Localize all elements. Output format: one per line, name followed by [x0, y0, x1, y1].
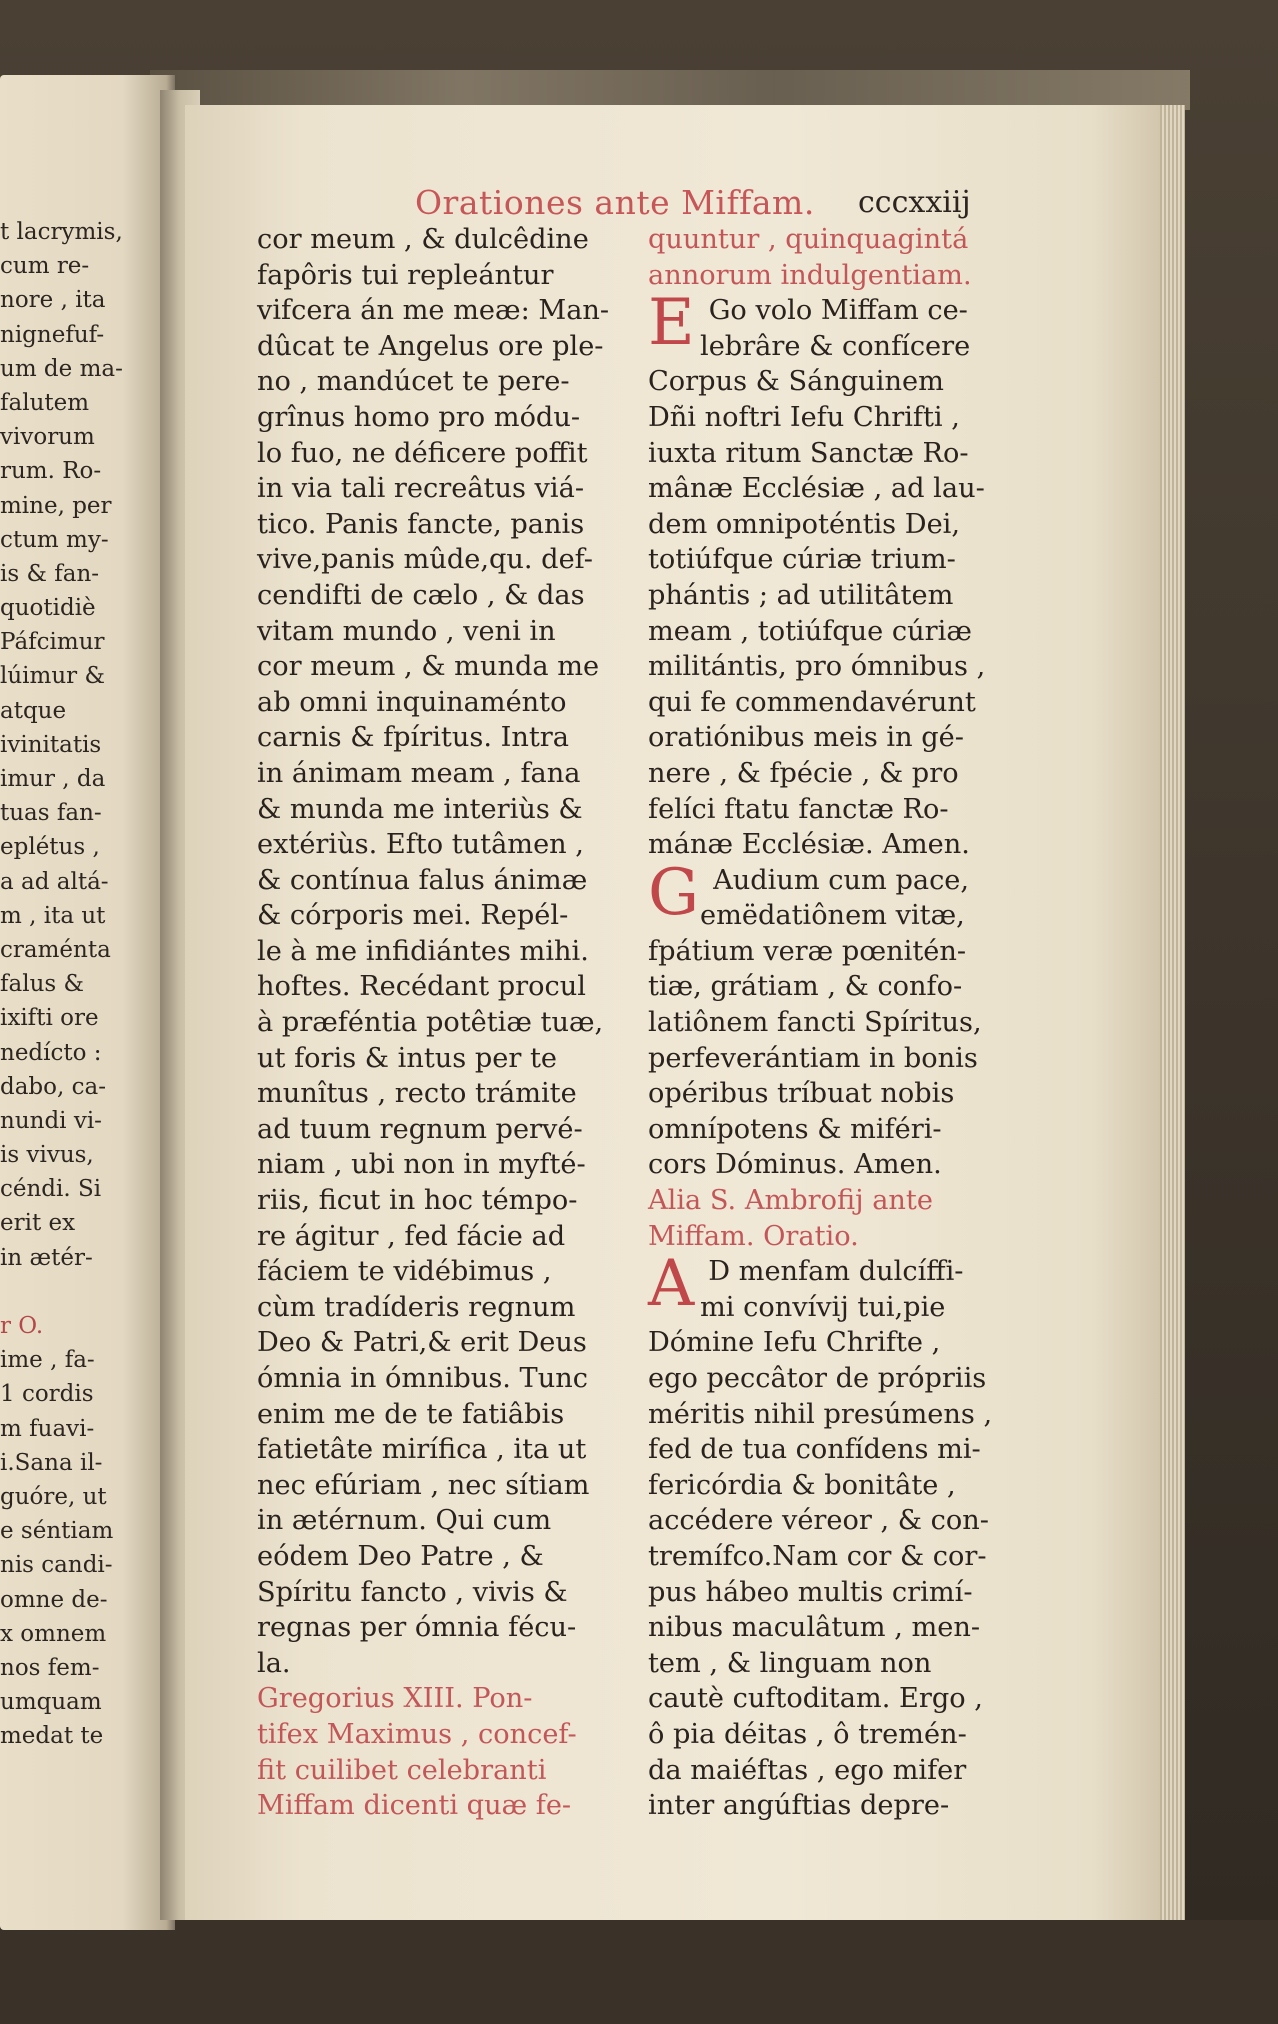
text-line: munîtus , recto trámite	[257, 1078, 577, 1110]
text-line: ô pia déitas , ô tremén-	[648, 1718, 967, 1750]
previous-page-line: umquam	[0, 1689, 102, 1716]
previous-page-line: vivorum	[0, 424, 95, 451]
previous-page-line	[0, 1275, 120, 1309]
text-line: re ágitur , fed fácie ad	[257, 1220, 566, 1252]
text-line: regnas per ómnia fécu-	[257, 1612, 577, 1644]
text-line: in ætérnum. Qui cum	[257, 1505, 552, 1537]
previous-page-line: m , ita ut	[0, 902, 106, 929]
text-line: no , mandúcet te pere-	[257, 366, 570, 398]
previous-page-line: ivinitatis	[0, 731, 102, 758]
rubric-line: Miffam. Oratio.	[648, 1220, 859, 1252]
text-line: pus hábeo multis crimí-	[648, 1576, 973, 1608]
previous-page-line: falutem	[0, 389, 90, 416]
rubric-line: Gregorius XIII. Pon-	[257, 1683, 533, 1715]
text-line: & munda me interiùs &	[257, 793, 583, 825]
text-span: D menfam dulcíffi-	[708, 1256, 964, 1288]
text-line: meam , totiúfque cúriæ	[648, 615, 972, 647]
text-line: le à me infidiántes mihi.	[257, 935, 589, 967]
text-line: à præféntia potêtiæ tuæ,	[257, 1007, 604, 1039]
text-line: fericórdia & bonitâte ,	[648, 1469, 956, 1501]
text-line: cautè cuftoditam. Ergo ,	[648, 1683, 983, 1715]
text-line: inter angúftias depre-	[648, 1790, 950, 1822]
previous-page-line: mine, per	[0, 492, 112, 519]
text-line: nibus maculâtum , men-	[648, 1612, 981, 1644]
text-line: fatietâte mirífica , ita ut	[257, 1434, 587, 1466]
previous-page-line: erit ex	[0, 1210, 76, 1237]
text-line: cendifti de cælo , & das	[257, 579, 585, 611]
previous-page-line: medat te	[0, 1723, 104, 1750]
text-line: grînus homo pro módu-	[257, 401, 581, 433]
previous-page-line: rum. Ro-	[0, 458, 102, 485]
previous-page-line: r O.	[0, 1313, 44, 1339]
text-line: vitam mundo , veni in	[257, 615, 556, 647]
previous-page	[0, 75, 175, 1930]
previous-page-text	[0, 215, 123, 1753]
previous-page-line: céndi. Si	[0, 1176, 102, 1203]
previous-page-line: guóre, ut	[0, 1483, 107, 1510]
rubric-line: Alia S. Ambrofij ante	[648, 1185, 933, 1217]
previous-page-line: um de ma-	[0, 355, 123, 382]
book-top-edge	[150, 70, 1190, 110]
text-line: cor meum , & munda me	[257, 651, 600, 683]
text-line: enim me de te fatiâbis	[257, 1398, 565, 1430]
text-column-right	[648, 222, 1048, 1824]
text-line: mânæ Ecclésiæ , ad lau-	[648, 473, 985, 505]
rubric-line: fit cuilibet celebranti	[257, 1754, 547, 1786]
text-line: nere , & fpécie , & pro	[648, 757, 959, 789]
text-line: & contínua falus ánimæ	[257, 864, 588, 896]
text-line: cor meum , & dulcêdine	[257, 224, 589, 255]
previous-page-line: tuas fan-	[0, 800, 102, 827]
text-line: lo fuo, ne déficere poffit	[257, 437, 588, 469]
previous-page-line: nedícto :	[0, 1039, 102, 1066]
folio-number: cccxxiij	[858, 185, 971, 220]
text-line: Dñi noftri Iefu Chrifti ,	[648, 401, 960, 433]
previous-page-line: nos fem-	[0, 1654, 100, 1681]
text-column-left	[257, 222, 635, 1824]
rubric-line: annorum indulgentiam.	[648, 259, 972, 291]
text-line: niam , ubi non in myfté-	[257, 1149, 586, 1181]
text-line: tiæ, grátiam , & confo-	[648, 971, 963, 1003]
text-line: hoftes. Recédant procul	[257, 971, 586, 1003]
text-line: mánæ Ecclésiæ. Amen.	[648, 829, 970, 861]
text-line: Corpus & Sánguinem	[648, 366, 944, 398]
text-line: fed de tua confídens mi-	[648, 1434, 981, 1466]
text-line: felíci ftatu fanctæ Ro-	[648, 793, 949, 825]
text-line: iuxta ritum Sanctæ Ro-	[648, 437, 969, 469]
previous-page-line: lúimur &	[0, 663, 105, 690]
text-line: & córporis mei. Repél-	[257, 900, 569, 932]
previous-page-line: eplétus ,	[0, 834, 100, 861]
previous-page-line: nundi vi-	[0, 1107, 102, 1134]
text-line: tremífco.Nam cor & cor-	[648, 1540, 987, 1572]
previous-page-line: is & fan-	[0, 560, 100, 587]
text-line: fpátium veræ pœnitén-	[648, 935, 967, 967]
text-line: da maiéftas , ego mifer	[648, 1754, 967, 1786]
previous-page-line: cum re-	[0, 253, 90, 280]
text-line: totiúfque cúriæ trium-	[648, 544, 956, 576]
previous-page-line: e séntiam	[0, 1518, 114, 1545]
text-line: vive,panis mûde,qu. def-	[257, 544, 593, 576]
dropcap-a: A	[648, 1247, 695, 1322]
rubric-line: tifex Maximus , concef-	[257, 1718, 577, 1750]
text-line: fáciem te vidébimus ,	[257, 1256, 552, 1288]
previous-page-line: omne de-	[0, 1586, 108, 1613]
previous-page-line: ime , fa-	[0, 1347, 95, 1374]
previous-page-line: nignefuf-	[0, 321, 105, 348]
text-line: fapôris tui repleántur	[257, 259, 554, 291]
text-line: la.	[257, 1647, 291, 1679]
previous-page-line: dabo, ca-	[0, 1073, 106, 1100]
text-line: in via tali recreâtus viá-	[257, 473, 585, 505]
text-line: opéribus tríbuat nobis	[648, 1078, 955, 1110]
text-line: dem omnipoténtis Dei,	[648, 508, 961, 540]
text-line: Spíritu fancto , vivis &	[257, 1576, 568, 1608]
text-line: latiônem fancti Spíritus,	[648, 1007, 982, 1039]
previous-page-line: craménta	[0, 936, 111, 963]
running-head: Orationes ante Miffam.	[415, 183, 815, 222]
rubric-line: quuntur , quinquagintá	[648, 224, 969, 255]
text-line: carnis & fpíritus. Intra	[257, 722, 569, 754]
previous-page-line: t lacrymis,	[0, 219, 123, 245]
previous-page-line: x omnem	[0, 1620, 107, 1647]
text-line: ego peccâtor de própriis	[648, 1363, 987, 1394]
text-line: lebrâre & confícere	[700, 330, 971, 362]
text-line: dûcat te Angelus ore ple-	[257, 330, 604, 362]
previous-page-line: is vivus,	[0, 1142, 94, 1169]
previous-page-line: falus &	[0, 971, 84, 998]
previous-page-line: i.Sana il-	[0, 1449, 103, 1476]
text-line: ómnia in ómnibus. Tunc	[257, 1363, 588, 1394]
book-bottom-edge	[0, 1920, 1278, 2024]
previous-page-line: atque	[0, 697, 67, 724]
text-line: tem , & linguam non	[648, 1647, 932, 1679]
previous-page-line: 1 cordis	[0, 1381, 94, 1408]
previous-page-line: imur , da	[0, 766, 106, 792]
previous-page-line: a ad altá-	[0, 868, 109, 895]
text-line: in ánimam meam , fana	[257, 757, 581, 789]
text-line: tico. Panis fancte, panis	[257, 508, 585, 540]
text-line: omnípotens & miféri-	[648, 1113, 942, 1145]
previous-page-line: ixifti ore	[0, 1005, 99, 1032]
text-line: extériùs. Efto tutâmen ,	[257, 829, 584, 861]
text-line: Deo & Patri,& erit Deus	[257, 1327, 587, 1359]
text-line: vifcera án me meæ: Man-	[257, 295, 610, 327]
previous-page-line: Páfcimur	[0, 629, 105, 656]
text-line: qui fe commendavérunt	[648, 686, 976, 718]
rubric-line: Miffam dicenti quæ fe-	[257, 1790, 572, 1822]
text-line: militántis, pro ómnibus ,	[648, 651, 986, 683]
text-line: phántis ; ad utilitâtem	[648, 579, 954, 611]
text-line: cors Dóminus. Amen.	[648, 1149, 942, 1181]
page-fore-edge	[1160, 105, 1185, 1920]
text-span: Go volo Miffam ce-	[708, 295, 968, 327]
text-span: Audium cum pace,	[713, 864, 970, 896]
text-line: oratiónibus meis in gé-	[648, 722, 964, 754]
previous-page-line: nore , ita	[0, 287, 106, 314]
text-line: accédere véreor , & con-	[648, 1505, 989, 1537]
dropcap-e: E	[648, 286, 695, 361]
text-line: riis, ficut in hoc témpo-	[257, 1185, 578, 1217]
previous-page-line: in ætér-	[0, 1244, 93, 1271]
text-line: ut foris & intus per te	[257, 1042, 558, 1074]
text-line: Dómine Iefu Chrifte ,	[648, 1327, 941, 1359]
text-line: emëdatiônem vitæ,	[700, 900, 965, 932]
text-line: nec efúriam , nec sítiam	[257, 1469, 590, 1501]
text-line: cùm tradíderis regnum	[257, 1291, 576, 1323]
previous-page-line: ctum my-	[0, 526, 109, 553]
text-line: mi convívij tui,pie	[700, 1291, 946, 1323]
text-line: eódem Deo Patre , &	[257, 1540, 544, 1572]
text-line: méritis nihil presúmens ,	[648, 1398, 993, 1430]
previous-page-line: m fuavi-	[0, 1415, 95, 1442]
previous-page-line: quotidiè	[0, 595, 96, 622]
text-line: ad tuum regnum pervé-	[257, 1113, 583, 1145]
previous-page-line: nis candi-	[0, 1552, 113, 1579]
text-line: perfeverántiam in bonis	[648, 1042, 978, 1074]
text-line: ab omni inquinaménto	[257, 686, 567, 718]
dropcap-g: G	[648, 855, 700, 930]
